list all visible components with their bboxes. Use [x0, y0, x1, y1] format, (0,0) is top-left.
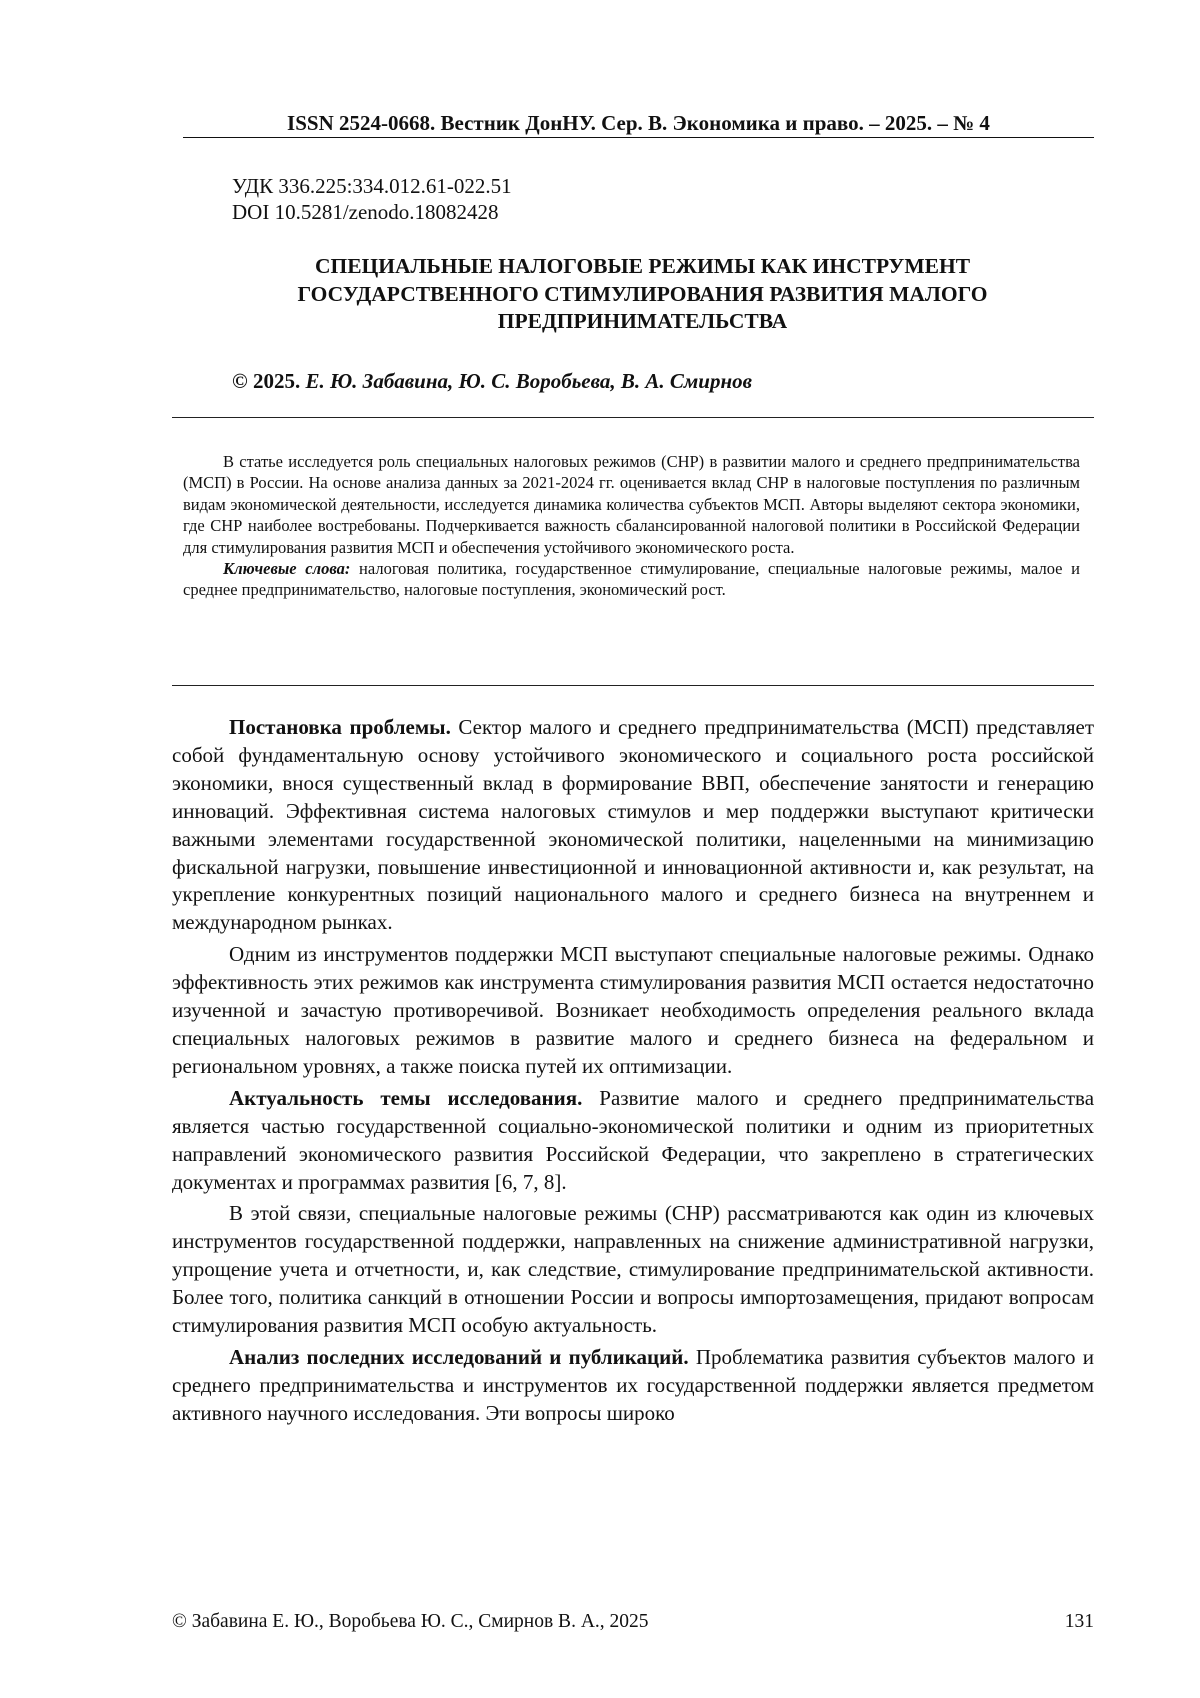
paragraph-text: Развитие малого и среднего предпринимательства является частью государственной социально-экономической политики и одним из приоритетных направлений экономического развития Российской Федерации, что закреплено в стратегических документах и программах развития [6, 7, 8]. [172, 1085, 1095, 1194]
paragraph-text: Сектор малого и среднего предпринимательства (МСП) представляет собой фундаментальную основу устойчивого экономического и социального роста российской экономики, внося существенный вклад в формирование ВВП, обеспечение занятости и генерацию инноваций. Эффективная система налоговых стимулов и мер поддержки выступают критически важными элементами государственной экономической политики, нацеленными на минимизацию фискальной нагрузки, повышение инвестиционной и инновационной активности и, как результат, на укрепление конкурентных позиций национального малого и среднего бизнеса на внутреннем и международном рынках. [172, 715, 1094, 935]
keywords [183, 558, 1080, 601]
paragraph-text: Проблематика развития субъектов малого и среднего предпринимательства и инструментов их государственной поддержки является предметом активного научного исследования. Эти вопросы широко [172, 1344, 1095, 1425]
abstract-bottom-rule [172, 685, 1094, 686]
paragraph: В этой связи, специальные налоговые режимы (СНР) рассматриваются как один из ключевых инструментов государственной поддержки, направленных на снижение административной нагрузки, упрощение учета и отчетности, и, как следствие, стимулирование предпринимательской активности. Более того, политика санкций в отношении России и вопросы импортозамещения, придают вопросам стимулирования развития МСП особую актуальность. [172, 1201, 1094, 1338]
title-line: ГОСУДАРСТВЕННОГО СТИМУЛИРОВАНИЯ РАЗВИТИЯ МАЛОГО [297, 281, 988, 306]
footer-copyright: © Забавина Е. Ю., Воробьева Ю. С., Смирнов В. А., 2025 [172, 1611, 649, 1632]
abstract-text: В статье исследуется роль специальных налоговых режимов (СНР) в развитии малого и среднего предпринимательства (МСП) в России. На основе анализа данных за 2021-2024 гг. оценивается вклад СНР в налоговые поступления по различным видам экономической деятельности, исследуется динамика количества субъектов МСП. Авторы выделяют сектора экономики, где СНР наиболее востребованы. Подчеркивается важность сбалансированной налоговой политики в Российской Федерации для стимулирования развития МСП и обеспечения устойчивого экономического роста. [183, 452, 1080, 557]
abstract-top-rule [172, 417, 1094, 418]
paragraph [172, 1085, 1094, 1197]
journal-header: ISSN 2524-0668. Вестник ДонНУ. Сер. В. Экономика и право. – 2025. – № 4 [287, 111, 990, 135]
keywords-text: налоговая политика, государственное стимулирование, специальные налоговые режимы, малое и среднее предпринимательство, налоговые поступления, экономический рост. [183, 559, 1080, 600]
udc-code: УДК 336.225:334.012.61-022.51 [232, 174, 512, 198]
paragraph [172, 1344, 1094, 1428]
doi: DOI 10.5281/zenodo.18082428 [232, 200, 499, 224]
title-line: ПРЕДПРИНИМАТЕЛЬСТВА [497, 309, 788, 333]
authors-line [232, 369, 752, 394]
section-lead: Актуальность темы исследования. [229, 1085, 583, 1110]
keywords-label: Ключевые слова: [223, 559, 351, 579]
section-lead: Анализ последних исследований и публикаций. [229, 1344, 689, 1369]
section-lead: Постановка проблемы. [229, 715, 451, 739]
paragraph: Одним из инструментов поддержки МСП выступают специальные налоговые режимы. Однако эффективность этих режимов как инструмента стимулирования развития МСП остается недостаточно изученной и зачастую противоречивой. Возникает необходимость определения реального вклада специальных налоговых режимов в развитие малого и среднего бизнеса на федеральном и региональном уровнях, а также поиска путей их оптимизации. [172, 942, 1094, 1078]
article-title [190, 253, 1095, 336]
author-names: Е. Ю. Забавина, Ю. С. Воробьева, В. А. Смирнов [305, 369, 752, 393]
abstract [183, 451, 1080, 601]
title-line: СПЕЦИАЛЬНЫЕ НАЛОГОВЫЕ РЕЖИМЫ КАК ИНСТРУМЕНТ [314, 254, 971, 278]
copyright-year: © 2025. [232, 369, 301, 393]
page-number: 131 [1064, 1611, 1094, 1632]
header-rule [183, 137, 1094, 138]
article-body [172, 714, 1094, 1432]
paragraph [172, 714, 1094, 937]
